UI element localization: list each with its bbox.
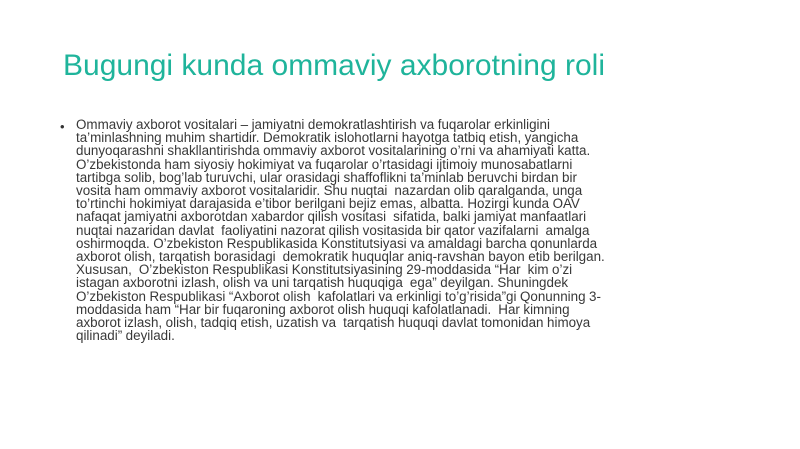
body-line: dunyoqarashni shakllantirishda ommaviy axborot vositalarining o’rni va ahamiyati katta.	[76, 143, 591, 159]
body-line: nuqtai nazaridan davlat faoliyatini nazorat qilish vositasida bir qator vazifalarni amalga	[76, 222, 590, 238]
bullet-list	[60, 118, 744, 342]
body-line: tartibga solib, bog’lab turuvchi, ular orasidagi shaffoflikni ta’minlab beruvchi birdan bir	[76, 169, 577, 185]
body-line: nafaqat jamiyatni axborotdan xabardor qilish vositasi sifatida, balki jamiyat manfaatlari	[76, 209, 587, 225]
body-line: istagan axborotni izlash, olish va uni tarqatish huquqiga ega” deyilgan. Shuningdek	[76, 275, 569, 291]
body-line: Ommaviy axborot vositalari – jamiyatni demokratlashtirish va fuqarolar erkinligini	[76, 117, 550, 132]
body-line: oshirmoqda. O’zbekiston Respublikasida Konstitutsiyasi va amaldagi barcha qonunlarda	[76, 235, 598, 251]
body-line: to’rtinchi hokimiyat darajasida e’tibor berilgani bejiz emas, albatta. Hozirgi kunda OAV	[76, 196, 580, 212]
body-line: ta’minlashning muhim shartidir. Demokratik islohotlarni hayotga tatbiq etish, yangicha	[76, 130, 579, 146]
body-line: axborot olish, tarqatish borasidagi demokratik huquqlar aniq-ravshan bayon etib berilgan.	[76, 249, 605, 265]
body-line: Xususan, O’zbekiston Respublikasi Konstitutsiyasining 29-moddasida “Har kim o’zi	[76, 262, 573, 278]
bullet-marker: •	[60, 119, 65, 134]
body-line: qilinadi” deyiladi.	[76, 328, 175, 344]
body-line: O’zbekistonda ham siyosiy hokimiyat va fuqarolar o’rtasidagi ijtimoiy munosabatlarni	[76, 156, 573, 172]
body-line: vosita ham ommaviy axborot vositalaridir. Shu nuqtai nazardan olib qaralganda, unga	[76, 183, 583, 199]
bullet-text	[76, 118, 744, 342]
body-line: moddasida ham “Har bir fuqaroning axborot olish huquqi kafolatlanadi. Har kimning	[76, 301, 570, 317]
body-line: axborot izlash, olish, tadqiq etish, uzatish va tarqatish huquqi davlat tomonidan himoya	[76, 315, 591, 331]
slide-title: Bugungi kunda ommaviy axborotning roli	[63, 49, 605, 82]
bullet-item	[60, 118, 744, 342]
body-line: O’zbekiston Respublikasi “Axborot olish kafolatlari va erkinligi to’g’risida”gi Qonunning 3-	[76, 288, 601, 304]
